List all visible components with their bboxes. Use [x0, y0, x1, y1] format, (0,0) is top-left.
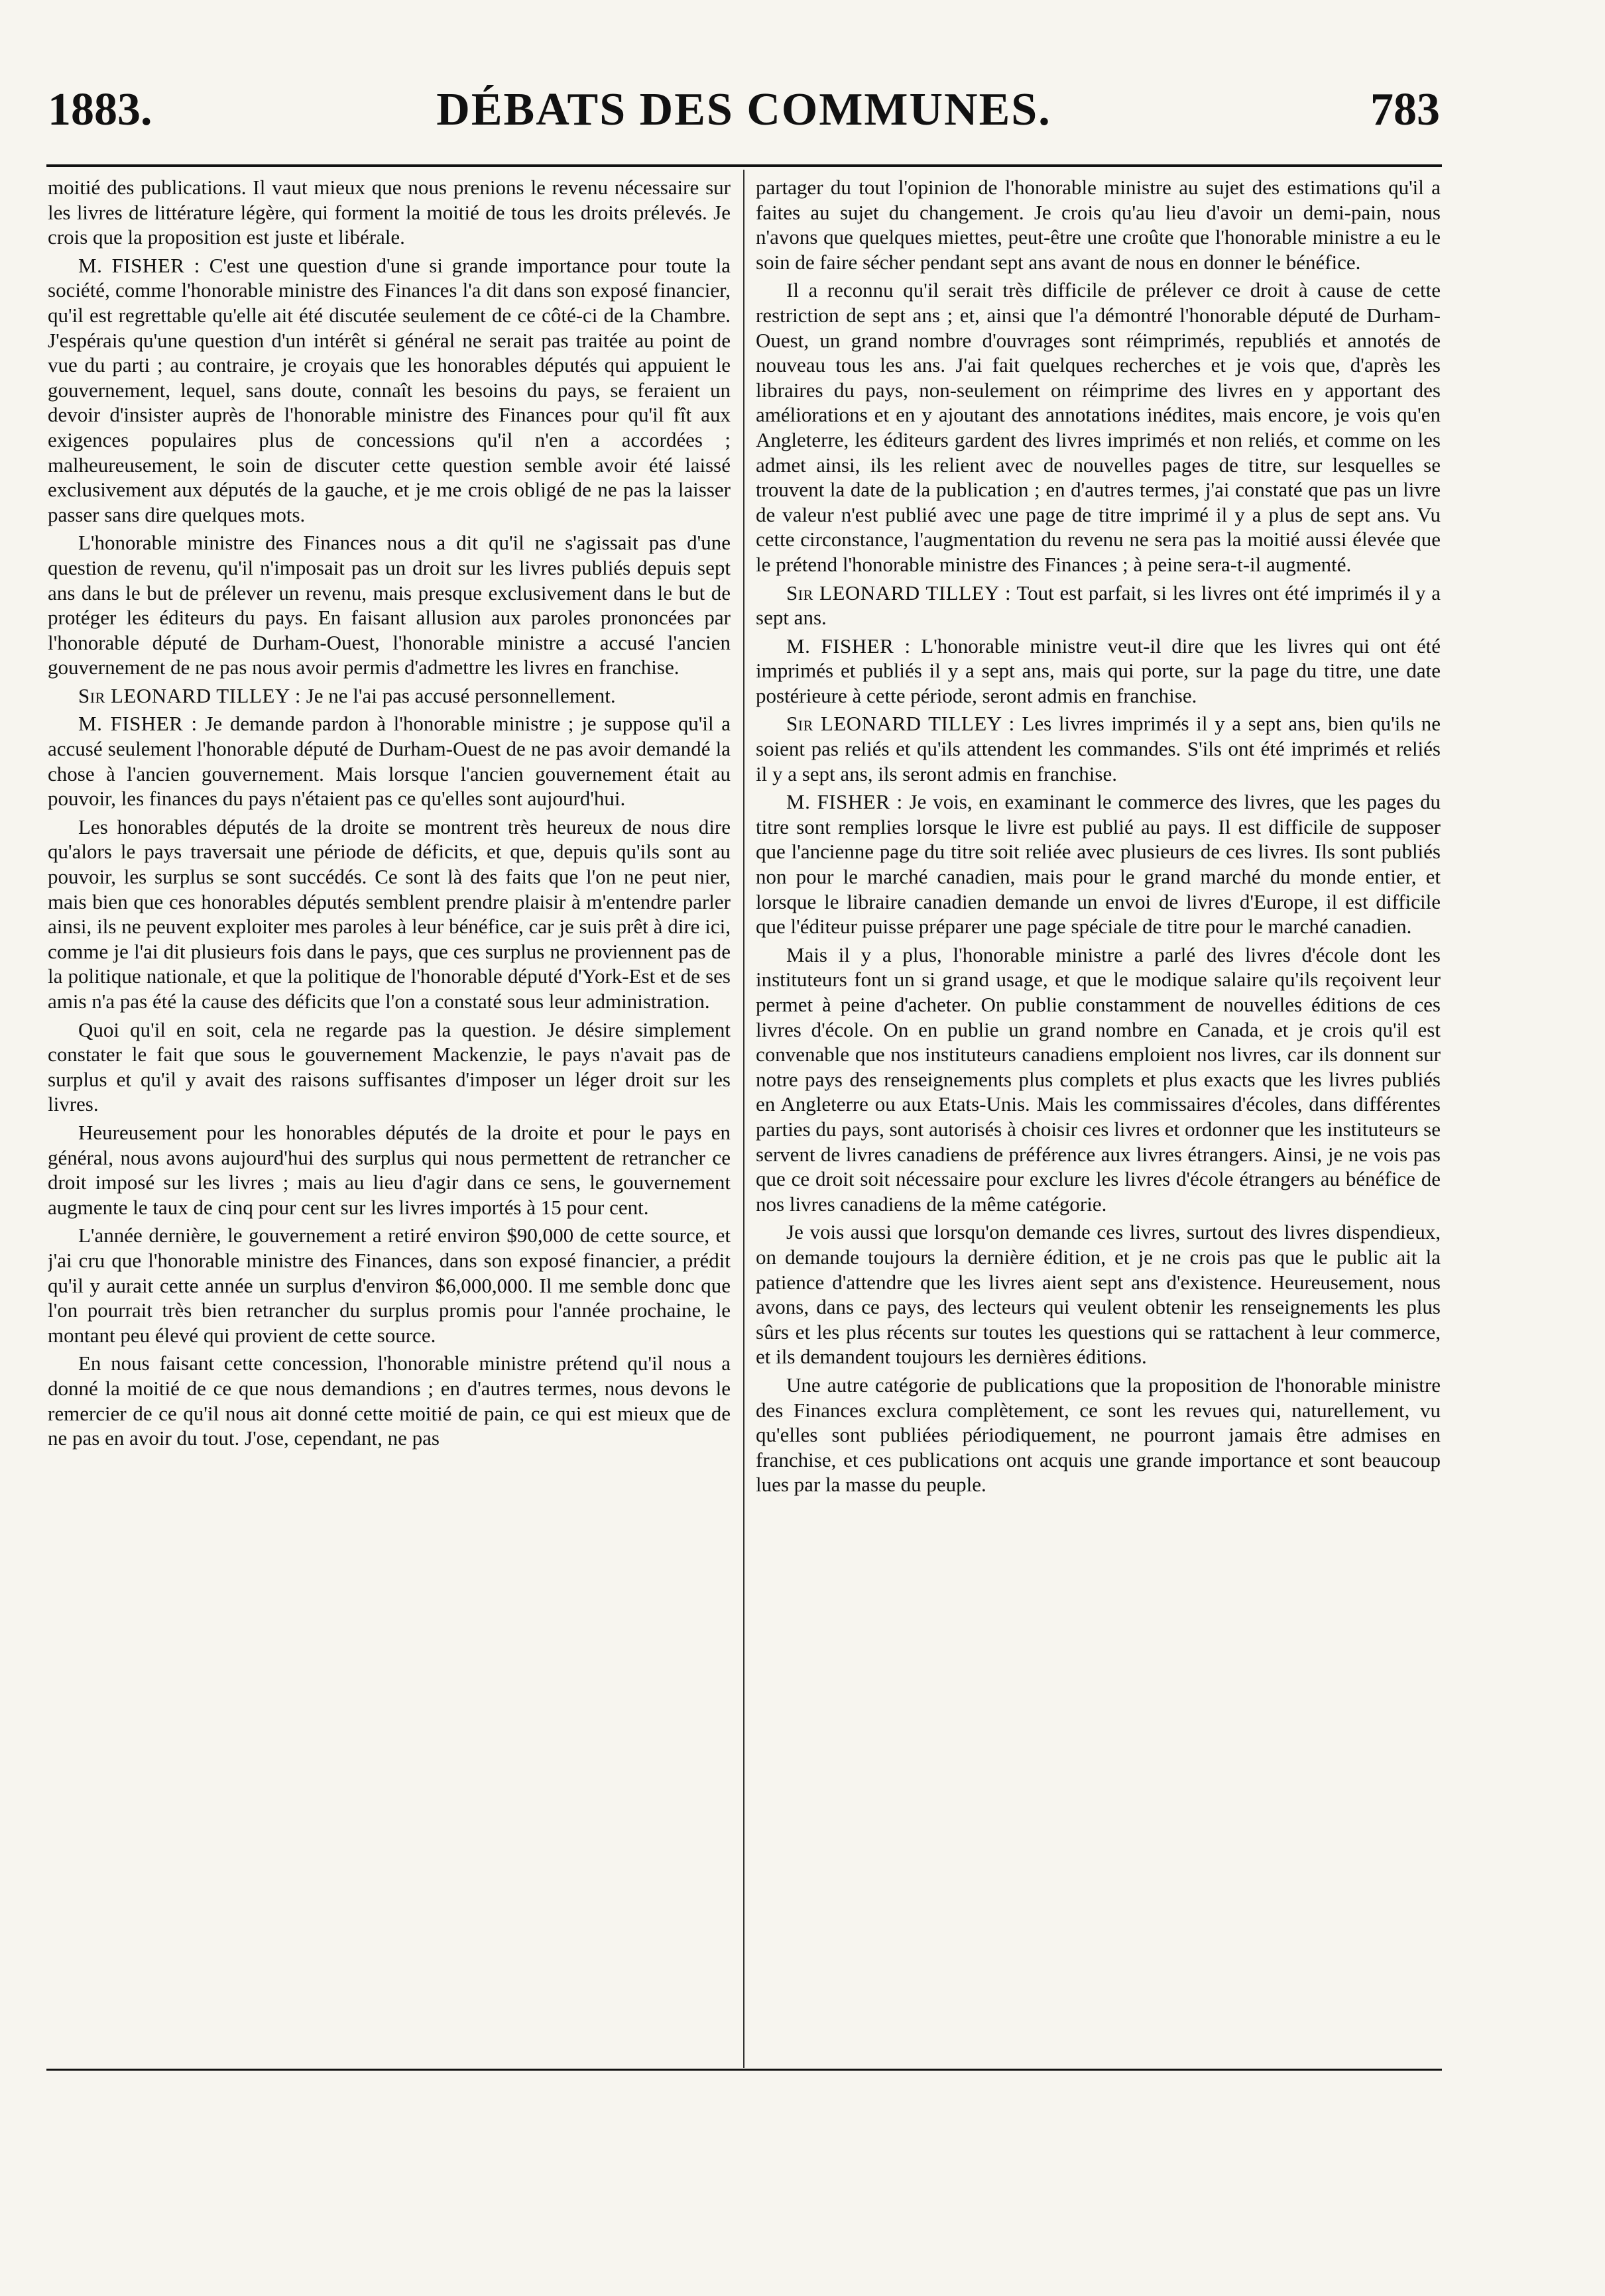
paragraph [756, 943, 1441, 1217]
paragraph [756, 581, 1441, 630]
paragraph-text: Les livres imprimés il y a sept ans, bien qu'ils ne soient pas reliés et qu'ils attendent les commandes. S'ils ont été imprimés et reliés il y a sept ans, ils seront admis en franchise. [756, 712, 1441, 785]
paragraph-text: Je demande pardon à l'honorable ministre ; je suppose qu'il a accusé seulement l'honorable député de Durham-Ouest de ne pas avoir demandé la chose à l'ancien gouvernement. Mais lorsque l'ancien gouvernement était au pouvoir, les finances du pays n'étaient pas ce qu'elles sont aujourd'hui. [48, 712, 731, 811]
paragraph [756, 1373, 1441, 1497]
header-title: DÉBATS DES COMMUNES. [436, 84, 1051, 135]
paragraph-text: C'est une question d'une si grande importance pour toute la société, comme l'honorable ministre des Finances l'a dit dans son exposé financier, qu'il est regrettable qu'elle ait été discutée seulement de ce côté-ci de la Chambre. J'espérais qu'une question d'un intérêt si général ne serait pas traitée au point de vue du parti ; au contraire, je croyais que les honorables députés qui appuient le gouvernement, lequel, sans doute, connaît les besoins du pays, se feraient un devoir d'insister auprès de l'honorable ministre des Finances pour qu'il fît aux exigences populaires plus de concessions qu'il n'en a accordées ; malheureusement, le soin de discuter cette question semble avoir été laissé exclusivement aux députés de la gauche, et je me crois obligé de ne pas la laisser passer sans dire quelques mots. [48, 253, 731, 526]
paragraph-text: Quoi qu'il en soit, cela ne regarde pas la question. Je désire simplement constater le fait que sous le gouvernement Mackenzie, le pays n'avait pas de surplus et qu'il y avait des raisons suffisantes d'imposer un léger droit sur les livres. [48, 1017, 731, 1116]
paragraph-text: L'honorable ministre veut-il dire que les livres qui ont été imprimés et publiés il y a sept ans, mais qui porte, sur la page du titre, une date postérieure à cette période, seront admis en franchise. [756, 634, 1441, 707]
paragraph-text: Une autre catégorie de publications que la proposition de l'honorable ministre des Finances exclura complètement, ce sont les revues qui, naturellement, vu qu'elles sont publiées périodiquement, ne pourront jamais être admises en franchise, et ces publications ont acquis une grande importance et sont beaucoup lues par la masse du peuple. [756, 1373, 1441, 1497]
paragraph-text: L'honorable ministre des Finances nous a dit qu'il ne s'agissait pas d'une question de revenu, qu'il n'imposait pas un droit sur les livres publiés depuis sept ans dans le but de prélever un revenu, mais presque exclusivement dans le but de protéger les éditeurs du pays. En faisant allusion aux paroles prononcées par l'honorable député de Durham-Ouest, l'honorable ministre a accusé l'ancien gouvernement de ne pas nous avoir permis d'admettre les livres en franchise. [48, 531, 731, 679]
header-year: 1883. [48, 84, 152, 135]
paragraph [48, 175, 731, 250]
paragraph-text: En nous faisant cette concession, l'honorable ministre prétend qu'il nous a donné la moitié de ce que nous demandions ; en d'autres termes, nous devons le remercier de ce qu'il nous ait donné cette moitié de pain, ce qui est mieux que de ne pas en avoir du tout. J'ose, cependant, ne pas [48, 1351, 731, 1450]
paragraph [756, 789, 1441, 939]
paragraph-text: Mais il y a plus, l'honorable ministre a parlé des livres d'école dont les instituteurs font un si grand usage, et que le modique salaire qu'ils reçoivent leur permet à peine d'acheter. On publie constamment de nouvelles éditions de ces livres d'école. On en publie un grand nombre en Canada, et je crois qu'il est convenable que nos instituteurs canadiens emploient nos livres, car ils donnent sur notre pays des renseignements plus complets et plus exacts que les livres publiés en Angleterre ou aux Etats-Unis. Mais les commissaires d'écoles, dans différentes parties du pays, sont autorisés à choisir ces livres et ordonner que les instituteurs se servent de livres canadiens de préférence aux livres étrangers. Ainsi, je ne vois pas que ce droit soit nécessaire pour exclure les livres d'école étrangers au bénéfice de nos livres canadiens de la même catégorie. [756, 943, 1441, 1216]
speaker-name: M. FISHER : [786, 634, 911, 658]
page-header [48, 78, 1440, 142]
paragraph [48, 1017, 731, 1117]
footer-rule [46, 2069, 1442, 2071]
speaker-name: M. FISHER : [78, 712, 198, 736]
paragraph [48, 253, 731, 528]
paragraph-text: moitié des publications. Il vaut mieux que nous prenions le revenu nécessaire sur les livres de littérature légère, qui forment la moitié de tous les droits prélevés. Je crois que la proposition est juste et libérale. [48, 176, 731, 249]
paragraph [756, 1220, 1441, 1369]
paragraph-text: Les honorables députés de la droite se montrent très heureux de nous dire qu'alors le pays traversait une période de déficits, et que, depuis qu'ils sont au pouvoir, les surplus se sont succédés. Ce sont là des faits que l'on ne peut nier, mais bien que ces honorables députés semblent prendre plaisir à m'entendre parler ainsi, ils ne peuvent exploiter mes paroles à leur bénéfice, car je suis prêt à dire ici, comme je l'ai dit plusieurs fois dans le pays, que ces surplus ne proviennent pas de la politique nationale, et que la politique de l'honorable député d'York-Est et de ses amis n'a pas été la cause des déficits que l'on a constaté sous leur administration. [48, 815, 731, 1013]
column-divider [743, 170, 744, 2068]
speaker-name: Sir LEONARD TILLEY : [786, 581, 1012, 604]
speaker-name: M. FISHER : [78, 253, 200, 277]
speaker-name: Sir LEONARD TILLEY : [78, 683, 301, 707]
paragraph-text: Il a reconnu qu'il serait très difficile de prélever ce droit à cause de cette restriction de sept ans ; et, ainsi que l'a démontré l'honorable député de Durham-Ouest, un grand nombre d'ouvrages sont réimprimés, republiés et annotés de nouveau tous les ans. J'ai fait quelques recherches et je vois que, d'après les libraires du pays, non-seulement on réimprime des livres en y apportant des améliorations et en y ajoutant des annotations inédites, mais encore, je vois qu'en Angleterre, les éditeurs gardent des livres imprimés et non reliés, et comme on les admet ainsi, ils les relient avec de nouvelles pages de titre, sur lesquelles se trouvent la date de la publication ; en d'autres termes, j'ai constaté que pas un livre de valeur n'est publié avec une page de titre imprimé il y a plus de sept ans. Vu cette circonstance, l'augmentation du revenu ne sera pas la moitié aussi élevée que le prétend l'honorable ministre des Finances ; à peine sera-t-il augmenté. [756, 278, 1441, 576]
speaker-name: Sir LEONARD TILLEY : [786, 712, 1015, 736]
header-page-number: 783 [1370, 84, 1440, 135]
paragraph [756, 634, 1441, 709]
paragraph-text: partager du tout l'opinion de l'honorable ministre au sujet des estimations qu'il a faites au sujet du changement. Je crois qu'au lieu d'avoir un demi-pain, nous n'avons que quelques miettes, peut-être une croûte que l'honorable ministre a eu le soin de faire sécher pendant sept ans avant de nous en donner le bénéfice. [756, 176, 1441, 274]
paragraph-text: Je vois aussi que lorsqu'on demande ces livres, surtout des livres dispendieux, on demande toujours la dernière édition, et je ne crois pas que le public ait la patience d'attendre que les livres aient sept ans d'existence. Heureusement, nous avons, dans ce pays, des lecteurs qui veulent obtenir les renseignements les plus sûrs et les plus récents sur toutes les questions qui se rattachent à leur commerce, et ils demandent toujours les dernières éditions. [756, 1220, 1441, 1369]
paragraph [48, 1223, 731, 1348]
right-column [756, 175, 1441, 2065]
header-rule [46, 164, 1442, 167]
paragraph [756, 711, 1441, 786]
paragraph-text: Heureusement pour les honorables députés de la droite et pour le pays en général, nous avons aujourd'hui des surplus qui nous permettent de retrancher ce droit imposé sur les livres ; mais au lieu d'agir dans ce sens, le gouvernement augmente le taux de cinq pour cent sur les livres importés à 15 pour cent. [48, 1120, 731, 1219]
paragraph [48, 530, 731, 680]
paragraph-text: Je ne l'ai pas accusé personnellement. [306, 683, 616, 707]
paragraph [756, 278, 1441, 577]
left-column [48, 175, 731, 2065]
paragraph-text: Tout est parfait, si les livres ont été imprimés il y a sept ans. [756, 581, 1441, 630]
paragraph [48, 1351, 731, 1450]
paragraph [48, 683, 731, 709]
paragraph [48, 815, 731, 1014]
paragraph [48, 711, 731, 811]
paragraph [48, 1120, 731, 1220]
speaker-name: M. FISHER : [786, 790, 903, 814]
paragraph [756, 175, 1441, 274]
paragraph-text: L'année dernière, le gouvernement a retiré environ $90,000 de cette source, et j'ai cru que l'honorable ministre des Finances, dans son exposé financier, a prédit qu'il y aurait cette année un surplus d'environ $6,000,000. Il me semble donc que l'on pourrait très bien retrancher du surplus promis pour l'année prochaine, le montant peu élevé qui provient de cette source. [48, 1224, 731, 1347]
paragraph-text: Je vois, en examinant le commerce des livres, que les pages du titre sont remplies lorsque le livre est publié au pays. Il est difficile de supposer que l'ancienne page du titre soit reliée avec plusieurs de ces livres. Ils sont publiés non pour le marché canadien, mais pour le grand marché du monde entier, et lorsque le libraire canadien demande un envoi de livres d'Europe, il est difficile que l'éditeur puisse préparer une page spéciale de titre pour le marché canadien. [756, 790, 1441, 939]
